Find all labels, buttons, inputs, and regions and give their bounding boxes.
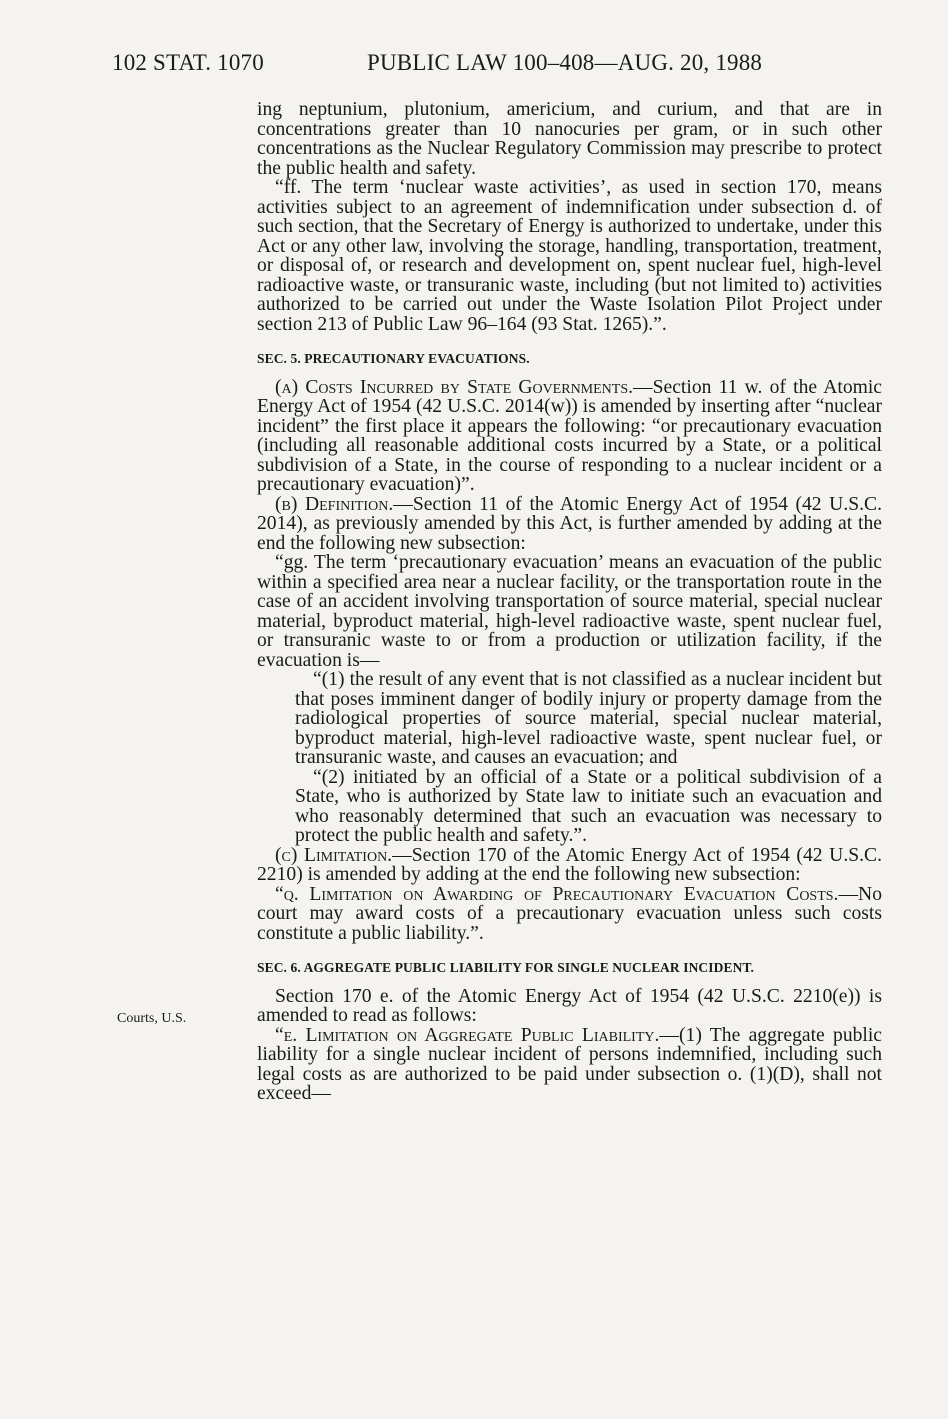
subsection-label: “q. Limitation on Awarding of Precautionary Evacuation Costs. — [275, 883, 839, 905]
paragraph — [257, 1026, 882, 1104]
paragraph-text: —Section 170 of the Atomic Energy Act of 1954 (42 U.S.C. 2210) is amended by adding at the end the following new subsection: — [257, 844, 882, 885]
public-law-reference: PUBLIC LAW 100–408—AUG. 20, 1988 — [367, 50, 763, 75]
paragraph-text: —Section 11 of the Atomic Energy Act of 1954 (42 U.S.C. 2014), as previously amended by this Act, is further amended by adding at the end the following new subsection: — [257, 493, 882, 554]
paragraph-text: —No court may award costs of a precautionary evacuation unless such costs constitute a public liability.”. — [257, 883, 882, 944]
paragraph: “(1) the result of any event that is not classified as a nuclear incident but that poses imminent danger of bodily injury or property damage from the radiological properties of source material, special nuclear material, byproduct material, high-level radioactive waste, spent nuclear fuel, or transuranic waste, and causes an evacuation; and — [295, 669, 882, 768]
statute-reference: 102 STAT. 1070 — [112, 50, 264, 75]
subsection-label: (c) Limitation. — [275, 844, 393, 866]
subsection-label: (b) Definition. — [275, 493, 394, 515]
paragraph-text: —Section 11 w. of the Atomic Energy Act of 1954 (42 U.S.C. 2014(w)) is amended by inserting after “nuclear incident” the first place it appears the following: “or precautionary evacuation (including all reasonable additional costs incurred by a State, or a political subdivision of a State, in the course of responding to a nuclear incident or a precautionary evacuation)”. — [257, 376, 882, 495]
section-heading: SEC. 6. AGGREGATE PUBLIC LIABILITY FOR SINGLE NUCLEAR INCIDENT. — [257, 960, 755, 975]
paragraph: Section 170 e. of the Atomic Energy Act of 1954 (42 U.S.C. 2210(e)) is amended to read as follows: — [257, 985, 882, 1026]
paragraph: “gg. The term ‘precautionary evacuation’ means an evacuation of the public within a specified area near a nuclear facility, or the transportation route in the case of an accident involving transportation of source material, special nuclear material, byproduct material, high-level radioactive waste, spent nuclear fuel, or transuranic waste to or from a production or utilization facility, if the evacuation is— — [257, 552, 882, 671]
paragraph — [257, 846, 882, 885]
margin-note: Courts, U.S. — [117, 1011, 187, 1026]
paragraph: “ff. The term ‘nuclear waste activities’, as used in section 170, means activities subject to an agreement of indemnification under subsection d. of such section, that the Secretary of Energy is authorized to undertake, under this Act or any other law, involving the storage, handling, transportation, treatment, or disposal of, or research and development on, spent nuclear fuel, high-level radioactive waste, or transuranic waste, including (but not limited to) activities authorized to be carried out under the Waste Isolation Pilot Project under section 213 of Public Law 96–164 (93 Stat. 1265).”. — [257, 177, 882, 335]
document-body — [257, 100, 882, 1104]
paragraph-text: —(1) The aggregate public liability for a single nuclear incident of persons indemnified, including such legal costs as are authorized to be paid under subsection o. (1)(D), shall not exceed— — [257, 1024, 882, 1104]
section-heading: SEC. 5. PRECAUTIONARY EVACUATIONS. — [257, 351, 530, 366]
paragraph: “(2) initiated by an official of a State or a political subdivision of a State, who is authorized by State law to initiate such an evacuation and who reasonably determined that such an evacuation was necessary to protect the public health and safety.”. — [295, 766, 882, 846]
paragraph — [257, 495, 882, 554]
subsection-label: (a) Costs Incurred by State Governments. — [275, 376, 634, 398]
paragraph: ing neptunium, plutonium, americium, and curium, and that are in concentrations greater than 10 nanocuries per gram, or in such other concentrations as the Nuclear Regulatory Commission may prescribe to protect the public health and safety. — [257, 99, 882, 179]
subsection-label: “e. Limitation on Aggregate Public Liability. — [275, 1024, 660, 1046]
paragraph — [257, 378, 882, 495]
paragraph — [257, 885, 882, 944]
